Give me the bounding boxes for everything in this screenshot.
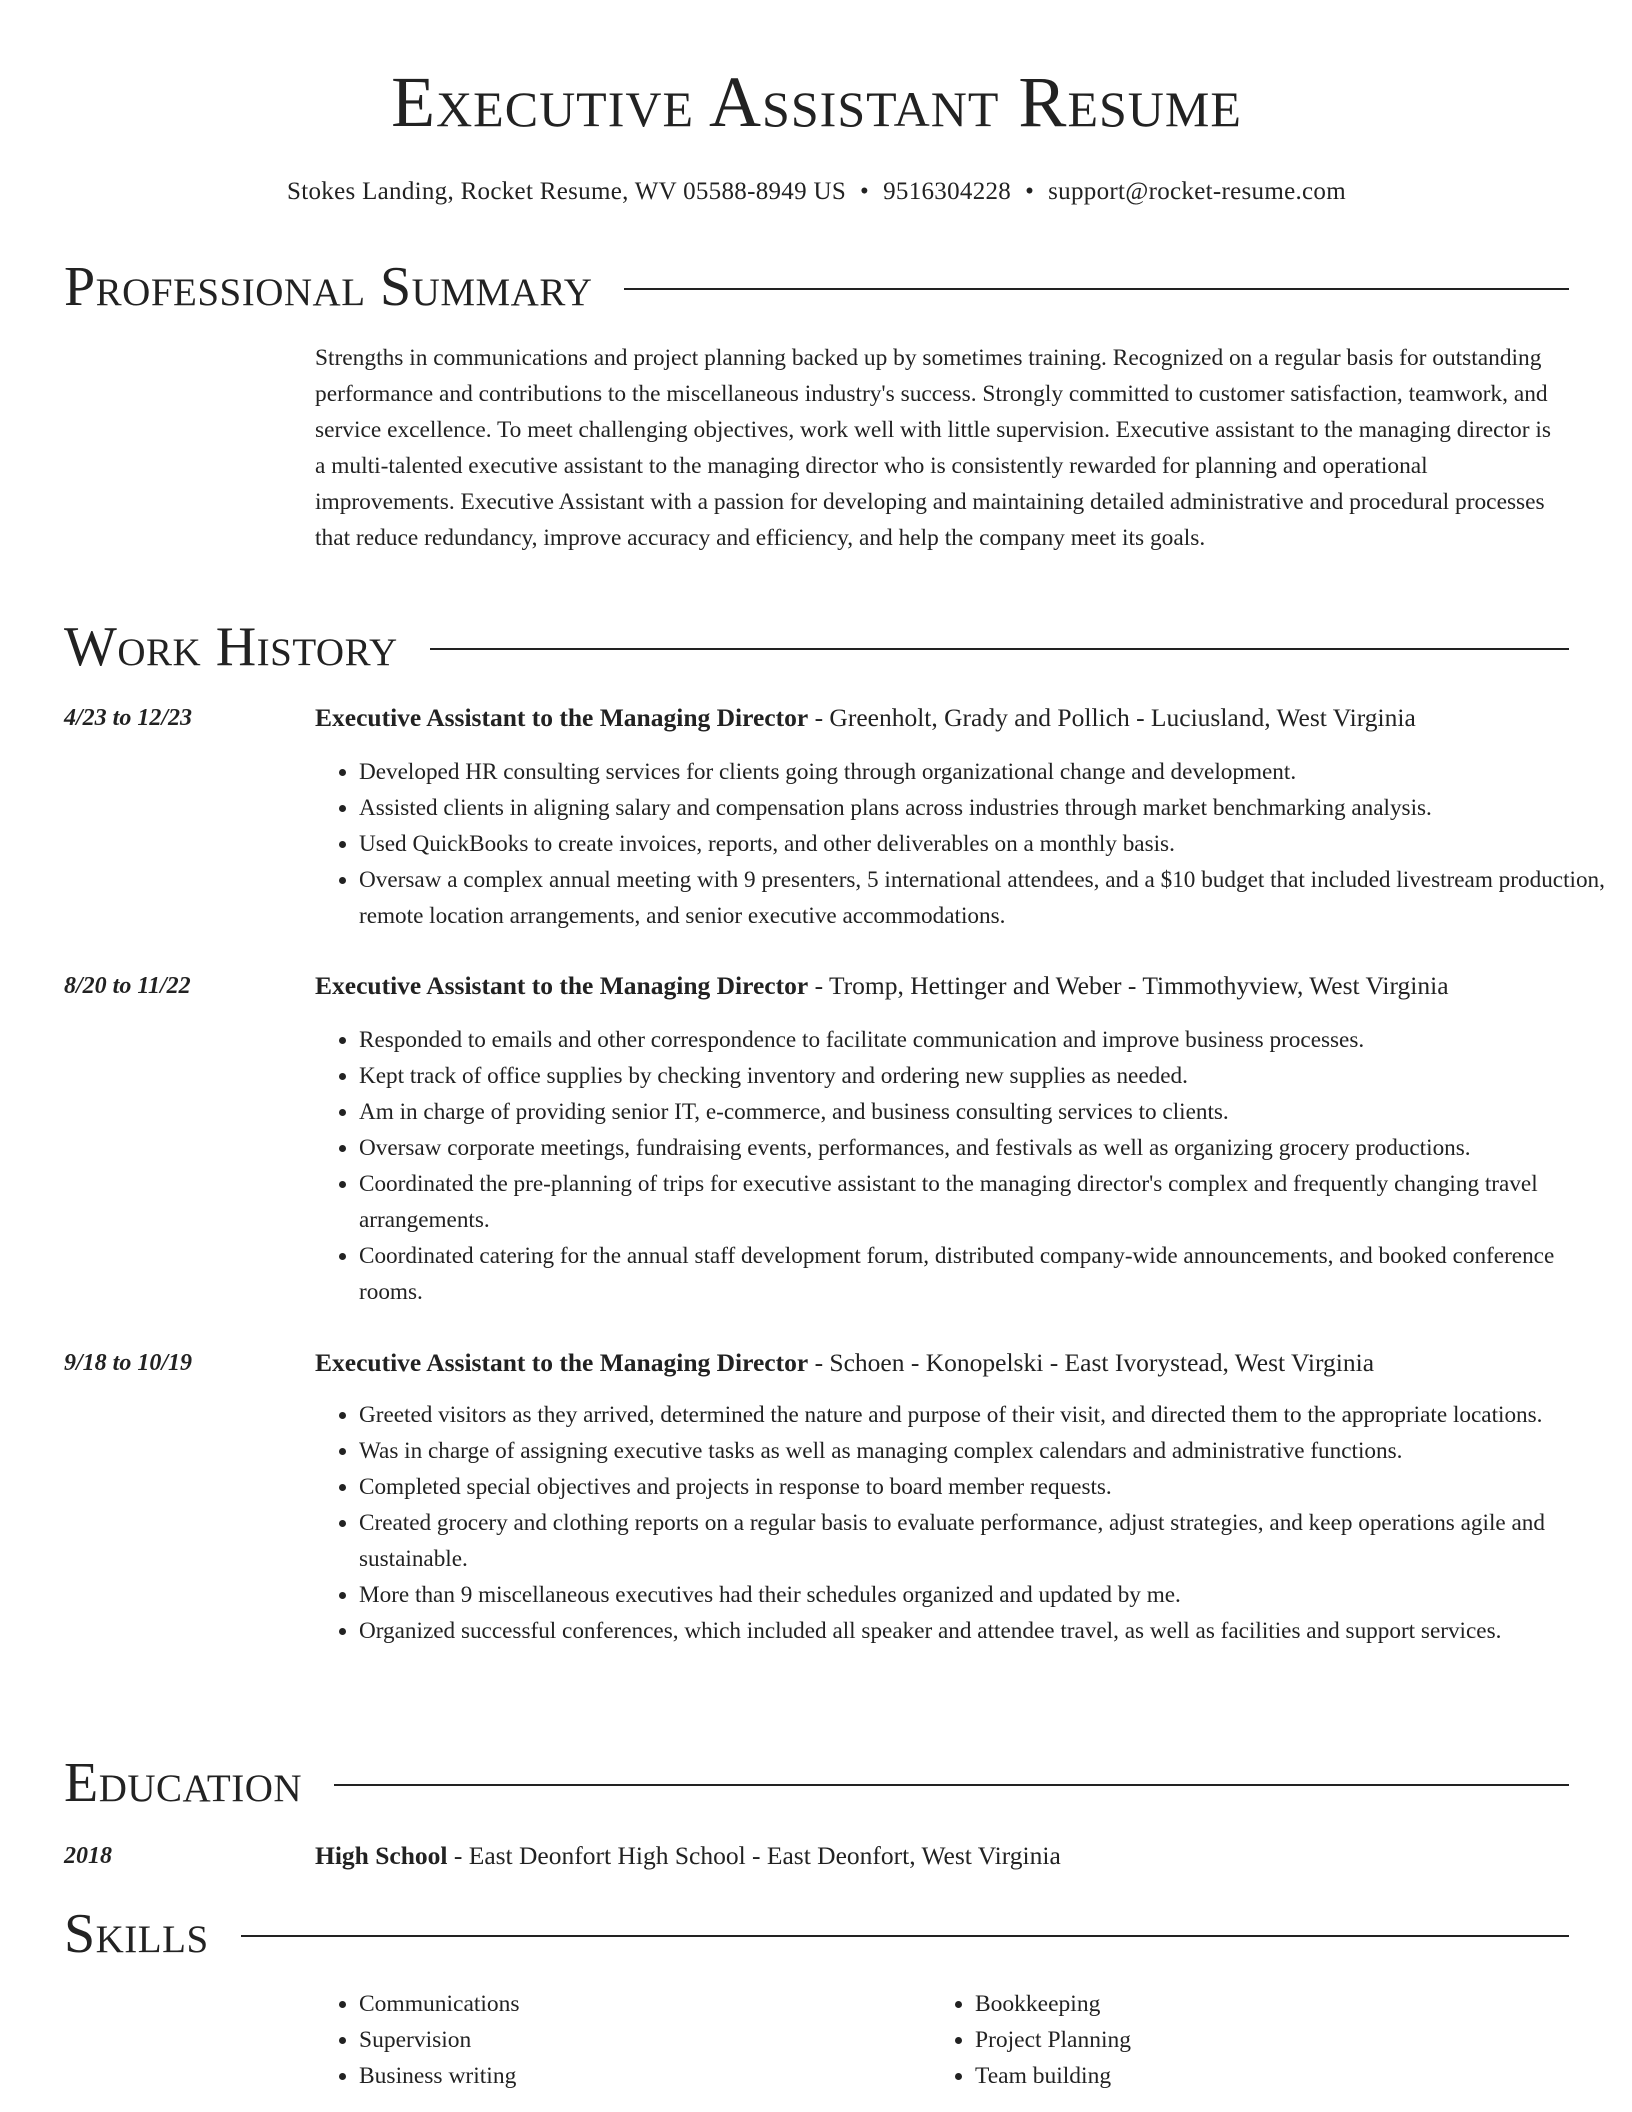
section-title-work: Work History	[64, 616, 398, 678]
list-item: • Assisted clients in aligning salary and compensation plans across industries through market benchmarking analysis.	[359, 790, 1613, 826]
education-year: 2018	[64, 1843, 112, 1869]
skills-list-left	[315, 1986, 919, 2094]
list-item: • Kept track of office supplies by checking inventory and ordering new supplies as needed.	[359, 1058, 1613, 1094]
job-headline	[315, 968, 1569, 1004]
section-divider	[430, 648, 1569, 650]
contact-separator: •	[1025, 178, 1035, 205]
contact-phone: 9516304228	[883, 178, 1012, 205]
job-dates: 4/23 to 12/23	[64, 705, 193, 731]
education-degree: High School	[315, 1841, 448, 1870]
list-item: • Greeted visitors as they arrived, determined the nature and purpose of their visit, and directed them to the appropriate locations.	[359, 1397, 1613, 1433]
job-bullets	[315, 754, 1613, 934]
job-headline	[315, 1345, 1569, 1381]
summary-text: Strengths in communications and project planning backed up by sometimes training. Recognized on a regular basis for outstanding performance and contributions to the miscellaneous industry's success. Strongly committed to customer satisfaction, teamwork, and service excellence. To meet challenging objectives, work well with little supervision. Executive assistant to the managing director is a multi-talented executive assistant to the managing director who is consistently rewarded for planning and operational improvements. Executive Assistant with a passion for developing and maintaining detailed administrative and procedural processes that reduce redundancy, improve accuracy and efficiency, and help the company meet its goals.	[315, 345, 1551, 551]
education-details: - East Deonfort High School - East Deonfort, West Virginia	[447, 1841, 1061, 1870]
list-item: • Used QuickBooks to create invoices, reports, and other deliverables on a monthly basis.	[359, 826, 1613, 862]
job-details: - Tromp, Hettinger and Weber - Timmothyview, West Virginia	[808, 971, 1449, 1000]
list-item: • Was in charge of assigning executive tasks as well as managing complex calendars and administrative functions.	[359, 1433, 1613, 1469]
list-item: • Developed HR consulting services for clients going through organizational change and development.	[359, 754, 1613, 790]
skill-item: • Communications	[359, 1986, 919, 2022]
job-role: Executive Assistant to the Managing Director	[315, 1348, 809, 1377]
list-item: • Created grocery and clothing reports on a regular basis to evaluate performance, adjust strategies, and keep operations agile and sustainable.	[359, 1505, 1613, 1577]
section-work-header	[64, 614, 1569, 680]
contact-address: Stokes Landing, Rocket Resume, WV 05588-8949 US	[287, 178, 847, 205]
section-divider	[334, 1784, 1569, 1786]
list-item: • Oversaw a complex annual meeting with 9 presenters, 5 international attendees, and a $10 budget that included livestream production, remote location arrangements, and senior executive accommodations.	[359, 862, 1613, 934]
section-divider	[241, 1935, 1569, 1937]
job-dates: 9/18 to 10/19	[64, 1350, 193, 1376]
job-details: - Greenholt, Grady and Pollich - Luciusland, West Virginia	[808, 703, 1416, 732]
list-item: • Coordinated catering for the annual staff development forum, distributed company-wide announcements, and booked conference rooms.	[359, 1238, 1613, 1310]
job-role: Executive Assistant to the Managing Director	[315, 703, 809, 732]
contact-separator: •	[860, 178, 870, 205]
education-headline	[315, 1838, 1569, 1874]
skill-item: • Team building	[975, 2058, 1535, 2094]
section-title-education: Education	[64, 1752, 303, 1814]
section-title-summary: Professional Summary	[64, 256, 593, 318]
job-headline	[315, 700, 1569, 736]
section-summary-header	[64, 254, 1569, 320]
section-divider	[624, 288, 1569, 290]
list-item: • Am in charge of providing senior IT, e-commerce, and business consulting services to clients.	[359, 1094, 1613, 1130]
job-details: - Schoen - Konopelski - East Ivorystead, West Virginia	[808, 1348, 1375, 1377]
contact-line	[64, 172, 1569, 212]
job-role: Executive Assistant to the Managing Director	[315, 971, 809, 1000]
job-dates: 8/20 to 11/22	[64, 973, 191, 999]
list-item: • Responded to emails and other correspondence to facilitate communication and improve business processes.	[359, 1022, 1613, 1058]
skill-item: • Bookkeeping	[975, 1986, 1535, 2022]
contact-email: support@rocket-resume.com	[1048, 178, 1346, 205]
resume-title: Executive Assistant Resume	[391, 62, 1242, 142]
section-title-skills: Skills	[64, 1903, 209, 1965]
skills-list-right	[931, 1986, 1535, 2094]
section-skills-header	[64, 1901, 1569, 1967]
list-item: • Coordinated the pre-planning of trips for executive assistant to the managing director's complex and frequently changing travel arrangements.	[359, 1166, 1613, 1238]
list-item: • Organized successful conferences, which included all speaker and attendee travel, as well as facilities and support services.	[359, 1613, 1613, 1649]
skill-item: • Business writing	[359, 2058, 919, 2094]
job-bullets	[315, 1022, 1613, 1310]
job-bullets	[315, 1397, 1613, 1649]
list-item: • Oversaw corporate meetings, fundraising events, performances, and festivals as well as organizing grocery productions.	[359, 1130, 1613, 1166]
skill-item: • Project Planning	[975, 2022, 1535, 2058]
skill-item: • Supervision	[359, 2022, 919, 2058]
list-item: • Completed special objectives and projects in response to board member requests.	[359, 1469, 1613, 1505]
list-item: • More than 9 miscellaneous executives had their schedules organized and updated by me.	[359, 1577, 1613, 1613]
section-education-header	[64, 1750, 1569, 1816]
